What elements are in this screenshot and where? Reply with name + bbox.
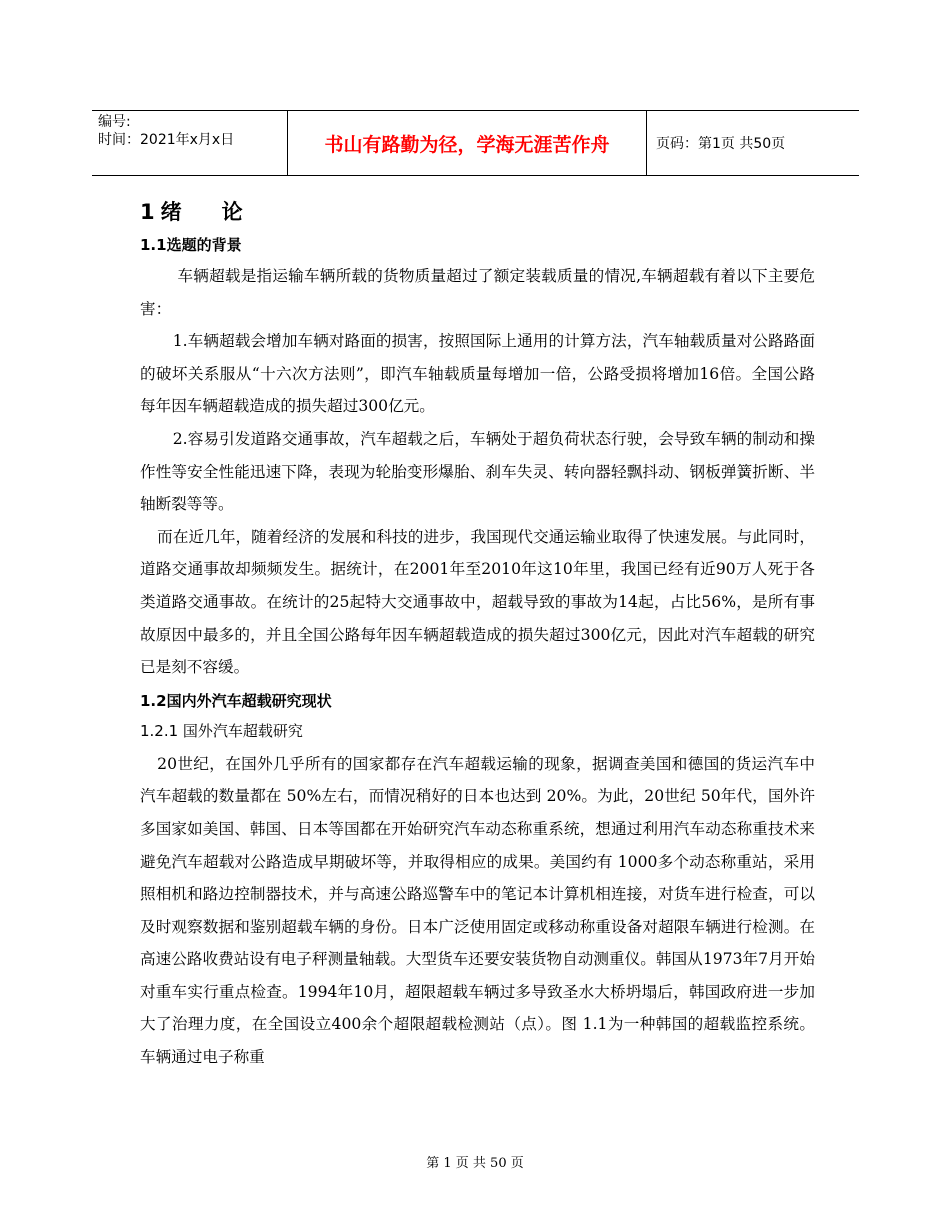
serial-label: 编号:: [98, 114, 131, 130]
header-page-info: 页码：第1页 共50页: [656, 136, 786, 152]
section-1-2-heading: 1.2国内外汽车超载研究现状: [140, 691, 332, 710]
chapter-title-part1: 绪: [160, 200, 222, 224]
time-label: 时间：2021年x月x日: [98, 132, 235, 148]
section-1-2-1-heading: 1.2.1 国外汽车超载研究: [140, 721, 303, 740]
paragraph: 而在近几年，随着经济的发展和科技的进步，我国现代交通运输业取得了快速发展。与此同时，道路交通事故却频频发生。据统计，在2001年至2010年这10年里，我国已经有近90万人死于各类道路交通事故。在统计的25起特大交通事故中，超载导致的事故为14起，占比56%，是所有事故原因中最多的，并且全国公路每年因车辆超载造成的损失超过300亿元，因此对汽车超载的研究已是刻不容缓。: [140, 527, 815, 677]
section-1-1-heading: 1.1选题的背景: [140, 236, 242, 254]
paragraph: 车辆超载是指运输车辆所载的货物质量超过了额定装载质量的情况,车辆超载有着以下主要危害：: [140, 267, 815, 318]
paragraph: 20世纪，在国外几乎所有的国家都存在汽车超载运输的现象，据调查美国和德国的货运汽车中汽车超载的数量都在 50%左右，而情况稍好的日本也达到 20%。为此，20世纪 50年代，国外许多国家如美国、韩国、日本等国都在开始研究汽车动态称重系统，想通过利用汽车动态称重技术来避免汽车超载对公路造成早期破坏等，并取得相应的成果。美国约有 1000多个动态称重站，采用照相机和路边控制器技术，并与高速公路巡警车中的笔记本计算机相连接，对货车进行检查，可以及时观察数据和鉴别超载车辆的身份。日本广泛使用固定或移动称重设备对超限车辆进行检测。在高速公路收费站设有电子秤测量轴载。大型货车还要安装货物自动测重仪。韩国从1973年7月开始对重车实行重点检查。1994年10月，超限超载车辆过多导致圣水大桥坍塌后，韩国政府进一步加大了治理力度，在全国设立400余个超限超载检测站（点）。图 1.1为一种韩国的超载监控系统。车辆通过电子称重: [140, 754, 815, 1067]
chapter-number: 1: [140, 200, 155, 224]
paragraph: 1.车辆超载会增加车辆对路面的损害，按照国际上通用的计算方法，汽车轴载质量对公路路面的破坏关系服从“十六次方法则”，即汽车轴载质量每增加一倍，公路受损将增加16倍。全国公路每年因车辆超载造成的损失超过300亿元。: [140, 332, 815, 416]
paragraph: 2.容易引发道路交通事故，汽车超载之后，车辆处于超负荷状态行驶，会导致车辆的制动和操作性等安全性能迅速下降，表现为轮胎变形爆胎、刹车失灵、转向器轻飘抖动、钢板弹簧折断、半轴断裂等等。: [140, 429, 815, 514]
page-footer: 第 1 页 共 50 页: [426, 1156, 524, 1171]
document-header: [92, 110, 859, 176]
chapter-title-part2: 论: [221, 200, 243, 224]
header-motto: 书山有路勤为径，学海无涯苦作舟: [287, 111, 647, 175]
document-body: [140, 196, 815, 1074]
chapter-title: [140, 196, 815, 228]
header-left-cell: [92, 111, 287, 175]
